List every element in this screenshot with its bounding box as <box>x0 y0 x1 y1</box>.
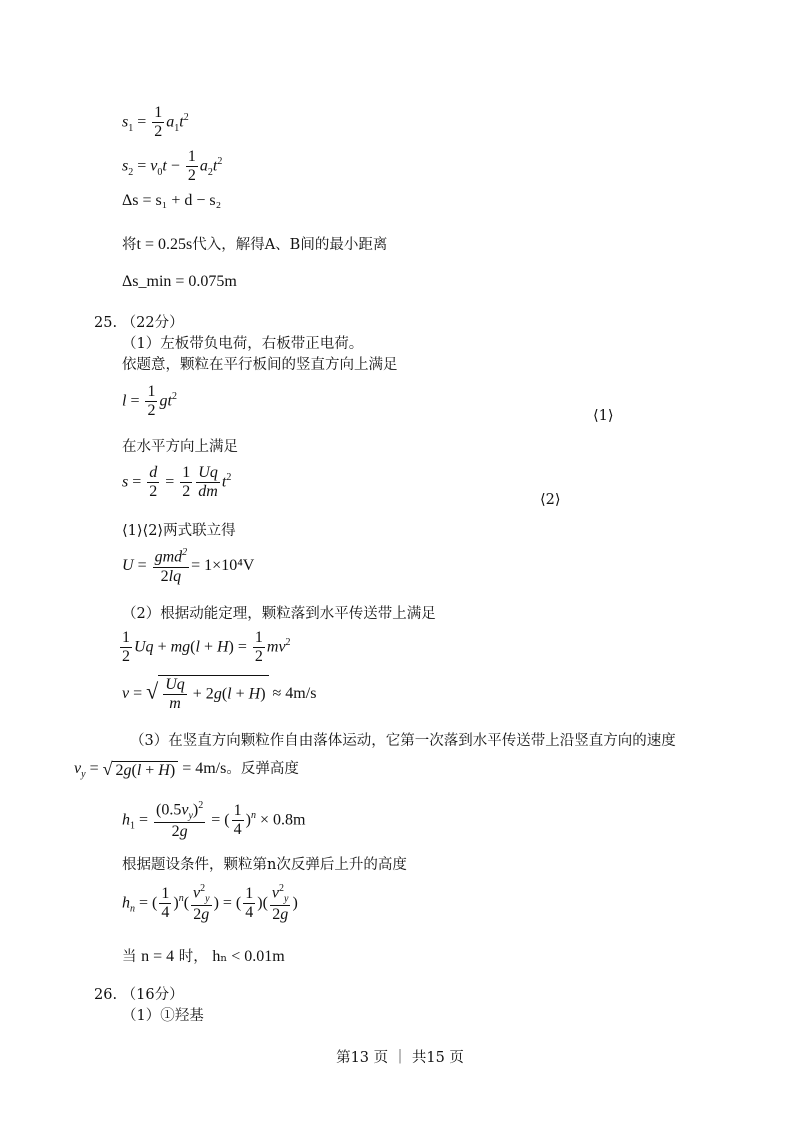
q26-header: 26. （16分） <box>94 987 184 1003</box>
substitute-suffix: 代入，解得A、B间的最小距离 <box>192 237 388 253</box>
n-value: n = 4 <box>141 948 175 965</box>
U-result: = 1×10⁴V <box>191 557 255 575</box>
q26-part1: （1）①羟基 <box>122 1008 204 1024</box>
formula-hn: $h_n$ = ( $\frac{1}{4}$ )$^n$( $\frac{v^2_y}{2g}$ ) = ( $\frac{1}{4}$ )( $\frac{v^2_y}{2g}$ ) <box>122 883 298 924</box>
v-result: ≈ 4m/s <box>272 685 317 703</box>
formula-U: U = gmd$^2$ 2lq = 1×10⁴V <box>122 547 255 585</box>
formula-s1: $s_1$ = $\frac{1}{2}$ $a_1t^2$ <box>122 104 189 141</box>
formula-s2: $s_2 = v_0t$ − $\frac{1}{2}$ $a_2t^2$ <box>122 148 223 185</box>
q25-vertical-condition: 依题意，颗粒在平行板间的竖直方向上满足 <box>122 357 398 373</box>
equation-tag-1: ⟨1⟩ <box>593 408 614 424</box>
equation-tag-2: ⟨2⟩ <box>540 492 561 508</box>
formula-h1: $h_1$ = $\frac{(0.5v_y)^2}{2g}$ = ( $\frac{1}{4}$ )$^n$ × 0.8m <box>122 800 306 841</box>
substitute-prefix: 将 <box>122 237 137 253</box>
t-value: t = 0.25s <box>136 236 193 253</box>
q25-part1: （1）左板带负电荷，右板带正电荷。 <box>122 336 364 352</box>
formula-l: l = $\frac{1}{2}$ $gt^2$ <box>122 383 177 420</box>
formula-s-horizontal: s = $\frac{d}{2}$ = $\frac{1}{2}$ $\frac{Uq}{dm}$ $t^2$ <box>122 464 232 501</box>
formula-vy: $v_y$ = √ 2g(l + H) = 4m/s。反弹高度 <box>74 758 299 781</box>
formula-v: v = √ $\frac{Uq}{m}$ + 2g(l + H) ≈ 4m/s <box>122 676 317 713</box>
page-footer: 第13 页 ｜ 共15 页 <box>336 1050 464 1066</box>
substitute-line <box>122 233 387 254</box>
vy-result: = 4m/s <box>182 760 227 777</box>
h1-result: × 0.8m <box>259 811 306 829</box>
when-condition <box>122 945 285 966</box>
q25-header: 25. （22分） <box>94 315 184 331</box>
formula-delta-s-min: Δs_min = 0.075m <box>122 273 237 290</box>
q25-part3: （3）在竖直方向颗粒作自由落体运动，它第一次落到水平传送带上沿竖直方向的速度 <box>130 733 676 749</box>
hn-condition: hₙ < 0.01m <box>212 948 285 965</box>
when-prefix: 当 <box>122 949 137 965</box>
formula-energy: $\frac{1}{2}$ Uq + mg(l + H) = $\frac{1}{2}$ $mv^2$ <box>122 629 291 666</box>
rebound-height-label: 。反弹高度 <box>226 761 299 777</box>
when-mid: 时， <box>178 949 208 965</box>
formula-delta-s: Δs = s₁ + d − s₂ <box>122 192 222 209</box>
q25-combine: ⟨1⟩⟨2⟩两式联立得 <box>122 523 236 539</box>
q25-part2: （2）根据动能定理，颗粒落到水平传送带上满足 <box>122 606 436 622</box>
q25-horizontal-condition: 在水平方向上满足 <box>122 439 238 455</box>
q25-nth-rebound: 根据题设条件，颗粒第n次反弹后上升的高度 <box>122 857 407 873</box>
